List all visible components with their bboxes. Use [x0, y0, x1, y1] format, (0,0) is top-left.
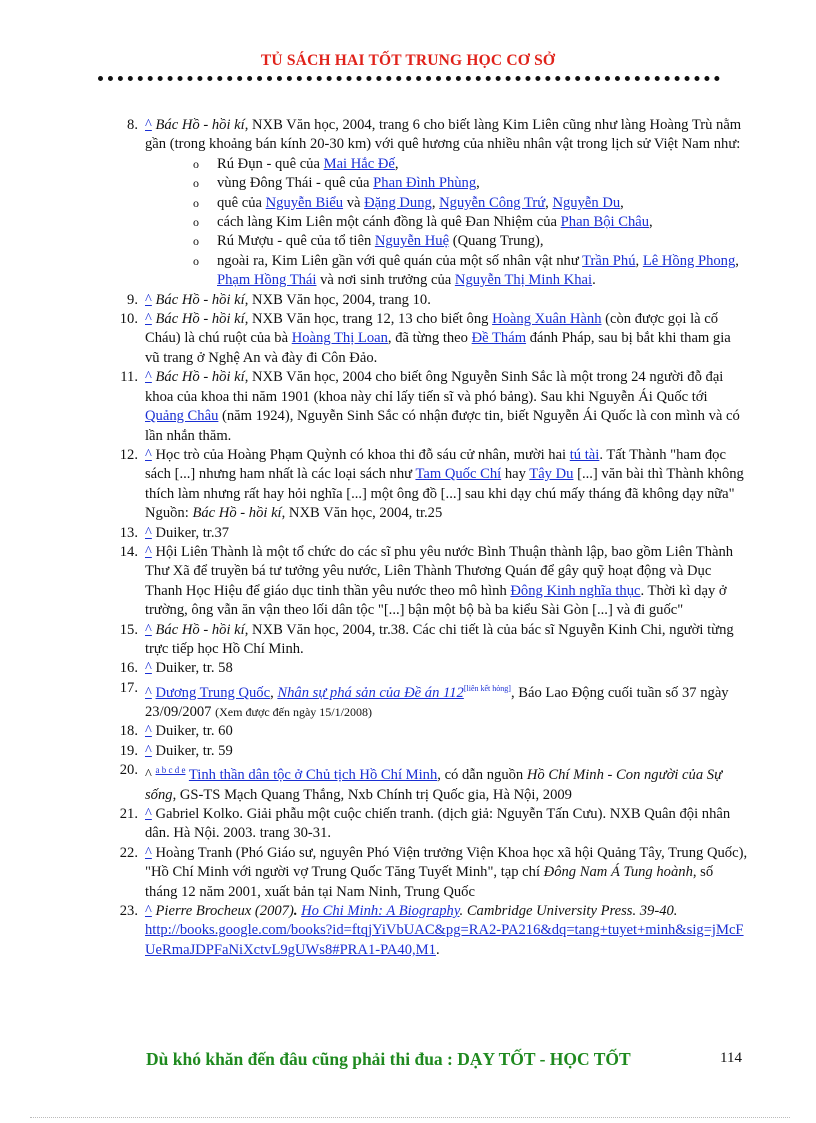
link[interactable]: Hoàng Thị Loan: [291, 330, 388, 347]
link[interactable]: Tinh thần dân tộc ở Chủ tịch Hồ Chí Minh: [188, 767, 438, 784]
link[interactable]: Tây Du: [529, 466, 574, 483]
bullet-icon: o: [193, 234, 199, 249]
sublist-item: o ngoài ra, Kim Liên gần với quê quán của một số nhân vật như Trần Phú, Lê Hồng Phong, Phạm Hồng Thái và nơi sinh trưởng của Nguyễn Thị Minh Khai.: [193, 252, 739, 289]
bullet-icon: o: [193, 253, 199, 268]
reference-number: 12.: [119, 446, 138, 463]
reference-20: 20. ^ $^{a b c d e}$ Tinh thần dân tộc ở Chủ tịch Hồ Chí Minh, có dẫn nguồn Hồ Chí Minh - Con người của Sự sống, GS-TS Mạch Quang Thắng, Nxb Chính trị Quốc gia, Hà Nội, 2009: [112, 761, 748, 805]
backlink-caret[interactable]: ^: [145, 723, 152, 740]
link[interactable]: Nguyễn Huệ: [374, 233, 450, 250]
reference-11: 11. ^ Bác Hồ - hồi kí, NXB Văn học, 2004 cho biết ông Nguyễn Sinh Sắc là một trong 24 người đỗ đại khoa của khoa thi năm 1901 (khoa này chỉ lấy tiến sĩ và phó bảng). Sau khi Nguyễn Ái Quốc tới Quảng Châu (năm 1924), Nguyễn Sinh Sắc có nhận được tin, biết Nguyễn Ái Quốc là con mình và có lần nhắn thăm.: [112, 368, 748, 446]
source-line: Nguồn: Bác Hồ - hồi kí, NXB Văn học, 2004, tr.25: [145, 505, 443, 522]
backlink-caret[interactable]: ^: [145, 742, 152, 759]
backlink-caret[interactable]: ^: [145, 291, 152, 308]
sublist-item: o cách làng Kim Liên một cánh đồng là quê Đan Nhiệm của Phan Bội Châu,: [193, 213, 748, 232]
reference-number: 11.: [120, 369, 138, 386]
bullet-icon: o: [193, 195, 199, 210]
reference-list: [112, 116, 748, 960]
reference-13: 13. ^ Duiker, tr.37: [112, 524, 748, 543]
reference-number: 8.: [127, 117, 138, 133]
backlink-letters[interactable]: a b c d e: [155, 765, 186, 776]
reference-number: 22.: [119, 844, 138, 861]
reference-number: 13.: [119, 524, 138, 541]
reference-number: 9.: [127, 291, 138, 308]
link[interactable]: Quảng Châu: [145, 408, 219, 425]
link[interactable]: Dương Trung Quốc: [155, 684, 271, 701]
reference-23: 23. ^ Pierre Brocheux (2007). Ho Chi Minh: A Biography. Cambridge University Press. 39-40. http://books.google.com/books?id=ftqjYiVbUAC&pg=RA2-PA216&dq=tang+tuyet+minh&sig=jMcFUeRmaJDPFaNiXctvL9gUWs8#PRA1-PA40,M1.: [112, 902, 748, 960]
link[interactable]: tú tài: [569, 446, 600, 463]
sublist-item: o Rú Đụn - quê của Mai Hắc Đế,: [193, 155, 748, 174]
broken-link-tag[interactable]: [liên kết hỏng]: [463, 683, 511, 693]
link[interactable]: Đề Thám: [471, 330, 527, 347]
reference-19: 19. ^ Duiker, tr. 59: [112, 742, 748, 761]
backlink-caret[interactable]: ^: [145, 902, 152, 919]
reference-number: 23.: [119, 902, 138, 919]
link[interactable]: Đặng Dung: [364, 194, 432, 211]
link[interactable]: Trần Phú: [582, 252, 636, 269]
sublist-item: o quê của Nguyễn Biểu và Đặng Dung, Nguyễn Công Trứ, Nguyễn Du,: [193, 194, 748, 213]
source-title: Bác Hồ - hồi kí: [155, 621, 245, 638]
reference-15: 15. ^ Bác Hồ - hồi kí, NXB Văn học, 2004, tr.38. Các chi tiết là của bác sĩ Nguyễn Kinh Chi, người từng trực tiếp học Hồ Chí Minh.: [112, 621, 748, 660]
reference-12: 12. ^ Học trò của Hoàng Phạm Quỳnh có khoa thi đỗ sáu cử nhân, mười hai tú tài. Tất Thành "ham đọc sách [...] nhưng ham nhất là các loại sách như Tam Quốc Chí hay Tây Du [...] văn bài thì Thành không thích làm nhưng rất hay hỏi nghĩa [...] một ông đồ [...] sau khi dạy chú mấy tháng đã không dạy nữa" Nguồn: Bác Hồ - hồi kí, NXB Văn học, 2004, tr.25: [112, 446, 748, 524]
backlink-caret[interactable]: ^: [145, 844, 152, 861]
bullet-icon: o: [193, 215, 199, 230]
page-number: 114: [720, 1050, 742, 1066]
backlink-caret[interactable]: ^: [145, 311, 152, 328]
footnotes-body: [112, 116, 748, 960]
source-title: Bác Hồ - hồi kí: [155, 291, 245, 308]
backlink-caret[interactable]: ^: [145, 117, 152, 133]
link[interactable]: Mai Hắc Đế: [323, 155, 395, 172]
reference-number: 19.: [119, 742, 138, 759]
source-title: Bác Hồ - hồi kí: [155, 311, 245, 328]
sublist-item: o Rú Mượu - quê của tổ tiên Nguyễn Huệ (Quang Trung),: [193, 232, 748, 251]
backlink-caret[interactable]: ^: [145, 805, 152, 822]
reference-18: 18. ^ Duiker, tr. 60: [112, 722, 748, 741]
source-title: Bác Hồ - hồi kí: [155, 369, 245, 386]
backlink-caret[interactable]: ^: [145, 369, 152, 386]
backlink-caret[interactable]: ^: [145, 660, 152, 677]
link[interactable]: Tam Quốc Chí: [415, 466, 502, 483]
reference-number: 10.: [119, 311, 138, 328]
link[interactable]: Nguyễn Thị Minh Khai: [454, 272, 593, 289]
reference-number: 17.: [119, 679, 138, 696]
header-title: TỦ SÁCH HAI TỐT TRUNG HỌC CƠ SỞ: [260, 52, 556, 69]
backlink-caret[interactable]: ^: [145, 524, 152, 541]
reference-number: 20.: [119, 762, 138, 779]
url-line: http://books.google.com/books?id=ftqjYiVbUAC&pg=RA2-PA216&dq=tang+tuyet+minh&sig=jMcFUeRmaJDPFaNiXctvL9gUWs8#PRA1-PA40,M1.: [145, 922, 744, 958]
reference-8: [112, 116, 748, 291]
reference-text: , NXB Văn học, 2004, trang 10.: [244, 291, 431, 308]
reference-number: 14.: [119, 543, 138, 560]
reference-17: 17. ^ Dương Trung Quốc, Nhân sự phá sản của Đề án 112[liên kết hỏng], Báo Lao Động cuối tuần số 37 ngày 23/09/2007 (Xem được đến ngày 15/1/2008): [112, 679, 748, 723]
link[interactable]: Đông Kinh nghĩa thục: [510, 582, 641, 599]
footer-dotted-rule: [30, 1115, 790, 1118]
reference-number: 18.: [119, 723, 138, 740]
header-dotted-rule: [98, 70, 720, 81]
link[interactable]: Nguyễn Công Trứ: [439, 194, 546, 211]
backlink-caret[interactable]: ^: [145, 543, 152, 560]
reference-number: 15.: [119, 621, 138, 638]
bullet-icon: o: [193, 176, 199, 191]
reference-21: 21. ^ Gabriel Kolko. Giải phẫu một cuộc chiến tranh. (dịch giả: Nguyễn Tấn Cưu). NXB Quân đội nhân dân. Hà Nội. 2003. trang 30-31.: [112, 805, 748, 844]
backlink-caret[interactable]: ^: [145, 684, 152, 701]
bullet-icon: o: [193, 156, 199, 171]
sublist: [145, 155, 748, 291]
link[interactable]: Nguyễn Du: [552, 194, 621, 211]
reference-14: 14. ^ Hội Liên Thành là một tổ chức do các sĩ phu yêu nước Bình Thuận thành lập, bao gồm Liên Thành Thư Xã để truyền bá tư tưởng yêu nước, Liên Thành Thương Quán để gây quỹ hoạt động và Dục Thanh Học Hiệu để giáo dục tinh thần yêu nước theo mô hình Đông Kinh nghĩa thục. Thời kì dạy ở trường, ông vẫn ăn vận theo lối dân tộc "[...] bận một bộ bà ba kiểu Sài Gòn [...] và đi guốc": [112, 543, 748, 621]
url-link[interactable]: http://books.google.com/books?id=ftqjYiVbUAC&pg=RA2-PA216&dq=tang+tuyet+minh&sig=jMcFUeRmaJDPFaNiXctvL9gUWs8#PRA1-PA40,M1: [145, 922, 744, 958]
reference-text: , NXB Văn học, 2004, trang 6 cho biết làng Kim Liên cũng như làng Hoàng Trù nằm gần (trong khoảng bán kính 20-30 km) với quê hương của nhiều nhân vật trong lịch sử Việt Nam như:: [145, 117, 742, 153]
footer-slogan: Dù khó khăn đến đâu cũng phải thi đua : DẠY TỐT - HỌC TỐT: [146, 1049, 631, 1069]
sublist-item: o vùng Đông Thái - quê của Phan Đình Phùng,: [193, 174, 748, 193]
reference-22: 22. ^ Hoàng Tranh (Phó Giáo sư, nguyên Phó Viện trưởng Viện Khoa học xã hội Quảng Tây, Trung Quốc), "Hồ Chí Minh với người vợ Trung Quốc Tăng Tuyết Minh", tạp chí Đông Nam Á Tung hoành, số tháng 12 năm 2001, xuất bản tại Nam Ninh, Trung Quốc: [112, 844, 748, 902]
link[interactable]: Lê Hồng Phong: [642, 252, 736, 269]
link[interactable]: Ho Chi Minh: A Biography: [301, 902, 460, 919]
link[interactable]: Phạm Hồng Thái: [217, 272, 317, 289]
reference-number: 21.: [119, 805, 138, 822]
reference-number: 16.: [119, 660, 138, 677]
link[interactable]: Nhân sự phá sản của Đề án 112: [277, 684, 464, 701]
reference-10: 10. ^ Bác Hồ - hồi kí, NXB Văn học, trang 12, 13 cho biết ông Hoàng Xuân Hành (còn được gọi là cố Cháu) là chú ruột của bà Hoàng Thị Loan, đã từng theo Đề Thám đánh Pháp, sau bị bắt khi tham gia vũ trang ở Nghệ An và đày đi Côn Đảo.: [112, 310, 748, 368]
reference-16: 16. ^ Duiker, tr. 58: [112, 659, 748, 678]
link[interactable]: Hoàng Xuân Hành: [492, 311, 602, 328]
source-title: Bác Hồ - hồi kí: [155, 117, 245, 133]
link[interactable]: Nguyễn Biểu: [265, 194, 344, 211]
link[interactable]: Phan Bội Châu: [560, 214, 650, 231]
backlink-caret[interactable]: ^: [145, 446, 152, 463]
backlink-caret[interactable]: ^: [145, 621, 152, 638]
reference-9: [112, 291, 748, 310]
source-title: Bác Hồ - hồi kí: [192, 505, 282, 522]
link[interactable]: Phan Đình Phùng: [373, 175, 477, 192]
